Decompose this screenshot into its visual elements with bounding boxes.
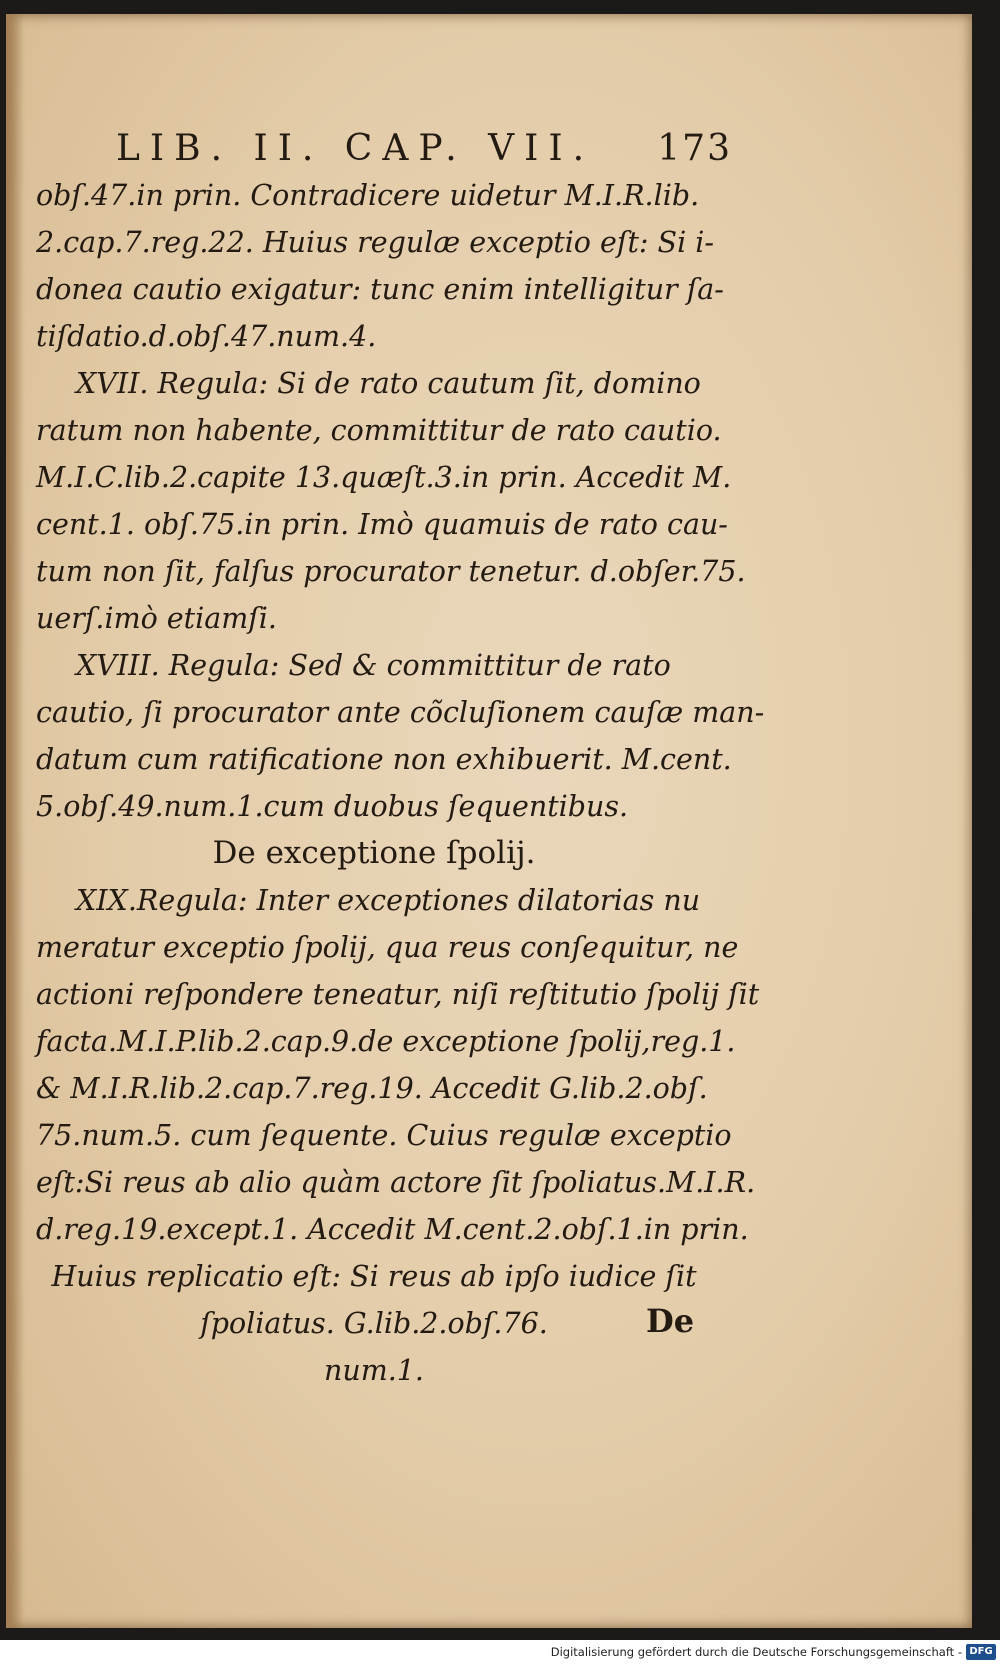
text-line: XVII. Regula: Si de rato cautum ſit, domino (76, 367, 701, 400)
text-line: meratur exceptio ſpolij, qua reus conſequitur, ne (36, 931, 739, 964)
catchword: De (646, 1302, 695, 1340)
page-number: 173 (657, 128, 732, 169)
text-line: facta.M.I.P.lib.2.cap.9.de exceptione ſpolij,reg.1. (36, 1025, 736, 1058)
text-line: M.I.C.lib.2.capite 13.quæſt.3.in prin. Accedit M. (36, 461, 732, 494)
text-line: XVIII. Regula: Sed & committitur de rato (76, 649, 671, 682)
footer-bar (0, 1640, 1000, 1666)
text-line: cent.1. obſ.75.in prin. Imò quamuis de rato cau- (36, 508, 728, 541)
text-line: XIX.Regula: Inter exceptiones dilatorias nu (76, 884, 701, 917)
text-line: Huius replicatio eſt: Si reus ab ipſo iudice ſit (51, 1260, 697, 1293)
text-line: datum cum ratificatione non exhibuerit. M.cent. (36, 743, 732, 776)
section-heading: De exceptione ſpolij. (212, 835, 536, 871)
footer-credit: Digitalisierung gefördert durch die Deutsche Forschungsgemeinschaft - (550, 1645, 962, 1659)
text-line: actioni reſpondere teneatur, niſi reſtitutio ſpolij ſit (36, 978, 760, 1011)
text-line: ſpoliatus. G.lib.2.obſ.76. (200, 1307, 548, 1340)
text-line: tiſdatio.d.obſ.47.num.4. (36, 320, 377, 353)
text-line: tum non ſit, falſus procurator tenetur. d.obſer.75. (36, 555, 746, 588)
dfg-logo-icon: DFG (966, 1644, 996, 1660)
text-line: cautio, ſi procurator ante cõcluſionem cauſæ man- (36, 696, 765, 729)
text-line: 5.obſ.49.num.1.cum duobus ſequentibus. (36, 790, 629, 823)
text-line: donea cautio exigatur: tunc enim intelligitur ſa- (36, 273, 724, 306)
text-line: & M.I.R.lib.2.cap.7.reg.19. Accedit G.lib.2.obſ. (36, 1072, 708, 1105)
text-line: 2.cap.7.reg.22. Huius regulæ exceptio eſt: Si i- (36, 226, 715, 259)
text-line: d.reg.19.except.1. Accedit M.cent.2.obſ.1.in prin. (36, 1213, 749, 1246)
book-page (6, 14, 972, 1628)
text-line: eſt:Si reus ab alio quàm actore ſit ſpoliatus.M.I.R. (36, 1166, 756, 1199)
running-head (36, 118, 732, 172)
text-line: ratum non habente, committitur de rato cautio. (36, 414, 722, 447)
text-line: 75.num.5. cum ſequente. Cuius regulæ exceptio (36, 1119, 732, 1152)
text-line: obſ.47.in prin. Contradicere uidetur M.I.R.lib. (36, 179, 700, 212)
text-block (36, 118, 765, 1394)
running-title: LIB. II. CAP. VII. (116, 128, 595, 169)
text-line: num.1. (324, 1354, 424, 1387)
text-line: uerſ.imò etiamſi. (36, 602, 277, 635)
